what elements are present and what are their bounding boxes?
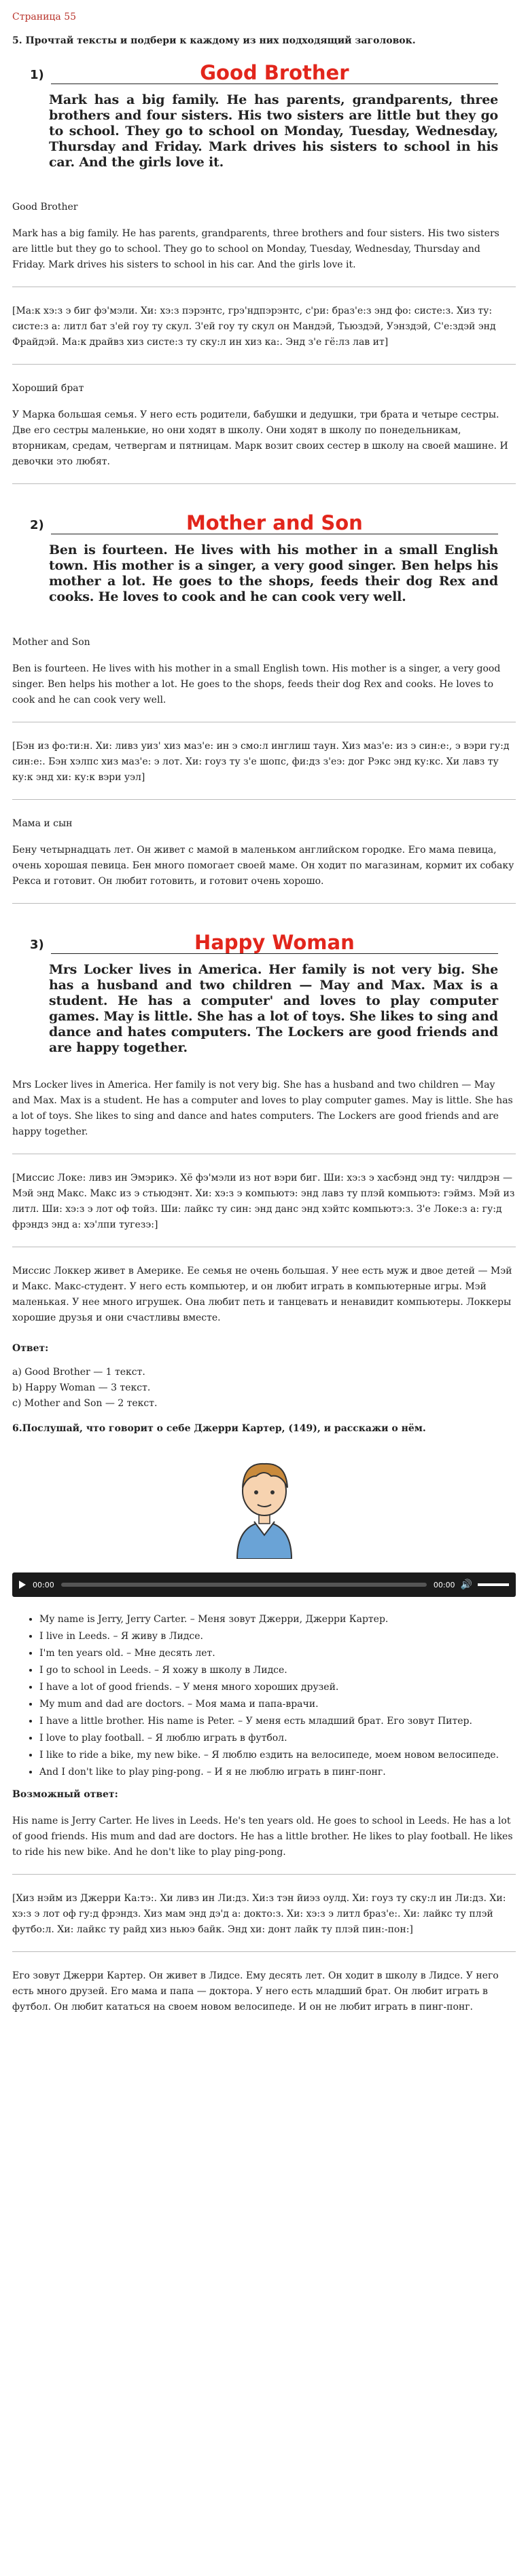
text-image-2 [12, 491, 516, 620]
handwritten-title: Good Brother [200, 61, 349, 84]
answer-item: b) Happy Woman — 3 текст. [12, 1382, 151, 1393]
page-link[interactable]: Страница 55 [12, 12, 77, 22]
divider [12, 903, 516, 904]
divider [12, 799, 516, 800]
transcription: [Бэн из фо:ти:н. Хи: ливз уиз' хиз маз'е: ин э смо:л инглиш таун. Хиз маз'е: из э син:е:, э вэри гу:д син:е:. Бэн хэлпс хиз маз'е: э лот. Хи: гоуз ту з'е шопс, фи:дз з'еэ: дог Рэкс энд ку:кс. Хи лавз ту ку:к энд хи: ку:к вэри уэл] [12, 741, 510, 783]
text-body: Mark has a big family. He has parents, grandparents, three brothers and four sisters. His two sisters are little but they go to school. They go to school on Monday, Tuesday, Wednesday, Thursday and Friday. Mark drives his sisters to school in his car. And the girls love it. [49, 92, 498, 170]
time-total: 00:00 [433, 1580, 455, 1589]
possible-answer-ru: Его зовут Джерри Картер. Он живет в Лидсе. Ему десять лет. Он ходит в школу в Лидсе. У него есть много друзей. Его мама и папа — доктора. У него есть младший брат. Он любит играть в футбол. Он любит кататься на своем новом велосипеде. И он не любит играть в пинг-понг. [12, 1970, 499, 2012]
text-en: Mrs Locker lives in America. Her family is not very big. She has a husband and two children — May and Max. Max is a student. He has a computer and loves to play computer games. May is little. She has a lot of toys. She likes to sing and dance and hates computers. The Lockers are good friends and are happy together. [12, 1080, 513, 1137]
answer-label: Ответ: [12, 1343, 49, 1354]
transcription: [Миссис Локе: ливз ин Эмэрикэ. Хё фэ'мэли из нот вэри биг. Ши: хэ:з э хасбэнд энд ту: чилдрэн — Мэй энд Макс. Макс из э стьюдэнт. Хи: хэ:з э компьютэ: энд лавз ту плэй компьютэ: гэймз. Мэй из литл. Ши: хэ:з э лот оф тойз. Ши: лайкс ту син: энд данс энд хэйтс компьютэ:з. З'е Локе:з а: гу:д фрэндз энд а: хэ'лпи тугезэ:] [12, 1173, 515, 1230]
text-image-3 [12, 910, 516, 1067]
speaker-icon[interactable]: 🔊 [460, 1579, 472, 1590]
task-6-heading: 6.Послушай, что говорит о себе Джерри Картер, (149), и расскажи о нём. [12, 1423, 426, 1434]
audio-player[interactable] [12, 1572, 516, 1597]
text-number: 3) [30, 938, 44, 952]
volume-slider[interactable] [478, 1583, 509, 1586]
text-label-ru: Хороший брат [12, 383, 84, 394]
title-line [51, 511, 498, 534]
divider [12, 1951, 516, 1952]
text-label-ru: Мама и сын [12, 818, 73, 829]
list-item: • I'm ten years old. – Мне десять лет. [39, 1646, 516, 1661]
text-label-en: Mother and Son [12, 637, 90, 648]
text-ru: Миссис Локкер живет в Америке. Ее семья не очень большая. У нее есть муж и двое детей — Мэй и Макс. Макс-студент. У него есть компьютер, и он любит играть в компьютерные игры. Мэй маленькая. У нее много игрушек. Она любит петь и танцевать и ненавидит компьютеры. Локкеры хорошие друзья и они счастливы вместе. [12, 1266, 512, 1323]
divider [12, 1874, 516, 1875]
title-line [51, 931, 498, 954]
text-number: 1) [30, 68, 44, 82]
text-en: Ben is fourteen. He lives with his mother in a small English town. His mother is a singer, a very good singer. Ben helps his mother a lot. He goes to the shops, feeds their dog Rex and cooks. He loves to cook and he can cook very well. [12, 663, 501, 705]
list-item: • I have a little brother. His name is Peter. – У меня есть младший брат. Его зовут Питер. [39, 1714, 516, 1729]
possible-answer-label: Возможный ответ: [12, 1789, 118, 1800]
time-current: 00:00 [33, 1580, 54, 1589]
phrase-list [39, 1612, 516, 1780]
answer-list [12, 1365, 516, 1412]
boy-illustration [224, 1450, 305, 1559]
list-item: • My mum and dad are doctors. – Моя мама и папа-врачи. [39, 1697, 516, 1712]
possible-answer-transcription: [Хиз нэйм из Джерри Ка:тэ:. Хи ливз ин Ли:дз. Хи:з тэн йиэз оулд. Хи: гоуз ту ску:л ин Ли:дз. Хи: хэ:з э лот оф гу:д фрэндз. Хиз мам энд дэ'д а: докто:з. Хи: хэ:з э литл браз'е:. Хи: лайкс ту плэй футбо:л. Хи: лайкс ту райд хиз ньюэ байк. Энд хи: донт лайк ту плэй пин:-пон:] [12, 1893, 506, 1935]
list-item: • I have a lot of good friends. – У меня много хороших друзей. [39, 1680, 516, 1695]
list-item: • I go to school in Leeds. – Я хожу в школу в Лидсе. [39, 1663, 516, 1678]
list-item: • And I don't like to play ping-pong. – И я не люблю играть в пинг-понг. [39, 1765, 516, 1780]
list-item: • I live in Leeds. – Я живу в Лидсе. [39, 1629, 516, 1644]
list-item: • I like to ride a bike, my new bike. – Я люблю ездить на велосипеде, моем новом велосипеде. [39, 1748, 516, 1763]
list-item: • I love to play football. – Я люблю играть в футбол. [39, 1731, 516, 1746]
divider [12, 483, 516, 484]
handwritten-title: Mother and Son [186, 511, 363, 534]
task-5-heading: 5. Прочтай тексты и подбери к каждому из них подходящий заголовок. [12, 35, 416, 46]
possible-answer-en: His name is Jerry Carter. He lives in Leeds. He's ten years old. He goes to school in Leeds. He has a lot of good friends. His mum and dad are doctors. He has a little brother. He likes to play football. He likes to ride his new bike. And he don't like to play ping-pong. [12, 1816, 513, 1858]
text-ru: У Марка большая семья. У него есть родители, бабушки и дедушки, три брата и четыре сестры. Две его сестры маленькие, но они ходят в школу. Они ходят в школу по понедельникам, вторникам, средам, четвергам и пятницам. Марк возит своих сестер в школу на своей машине. И девочки это любят. [12, 409, 508, 467]
list-item: • My name is Jerry, Jerry Carter. – Меня зовут Джерри, Джерри Картер. [39, 1612, 516, 1627]
handwritten-title: Happy Woman [194, 931, 355, 954]
text-label-en: Good Brother [12, 202, 78, 213]
divider [12, 364, 516, 365]
progress-track[interactable] [61, 1583, 427, 1587]
transcription: [Ма:к хэ:з э биг фэ'мэли. Хи: хэ:з пэрэнтс, грэ'ндпэрэнтс, с'ри: браз'е:з энд фо: систе:з. Хиз ту: систе:з а: литл бат з'ей гоу ту скул. З'ей гоу ту скул он Мандэй, Тьюздэй, Уэнздэй, С'е:здэй энд Фрайдэй. Ма:к драйвз хиз систе:з ту ску:л ин хиз ка:. Энд з'е гё:лз лав ит] [12, 306, 496, 348]
text-body: Mrs Locker lives in America. Her family is not very big. She has a husband and two children — May and Max. Max is a student. He has a computer' and loves to play computer games. May is little. She has a lot of toys. She likes to sing and dance and hates computers. The Lockers are good friends and are happy together. [49, 962, 498, 1055]
text-body: Ben is fourteen. He lives with his mother in a small English town. His mother is a singer, a very good singer. Ben helps his mother a lot. He goes to the shops, feeds their dog Rex and cooks. He loves to cook and he can cook very well. [49, 542, 498, 604]
text-number: 2) [30, 518, 44, 532]
answer-item: c) Mother and Son — 2 текст. [12, 1398, 158, 1409]
title-line [51, 61, 498, 84]
text-en: Mark has a big family. He has parents, grandparents, three brothers and four sisters. His two sisters are little but they go to school. They go to school on Monday, Tuesday, Wednesday, Thursday and Friday. Mark drives his sisters to school in his car. And the girls love it. [12, 228, 499, 270]
play-icon[interactable] [19, 1581, 26, 1589]
text-image-1 [12, 49, 516, 185]
answer-item: a) Good Brother — 1 текст. [12, 1367, 145, 1378]
text-ru: Бену четырнадцать лет. Он живет с мамой в маленьком английском городке. Его мама певица, очень хорошая певица. Бен много помогает своей маме. Он ходит по магазинам, кормит их собаку Рекса и готовит. Он любит готовить, и готовит очень хорошо. [12, 845, 514, 887]
